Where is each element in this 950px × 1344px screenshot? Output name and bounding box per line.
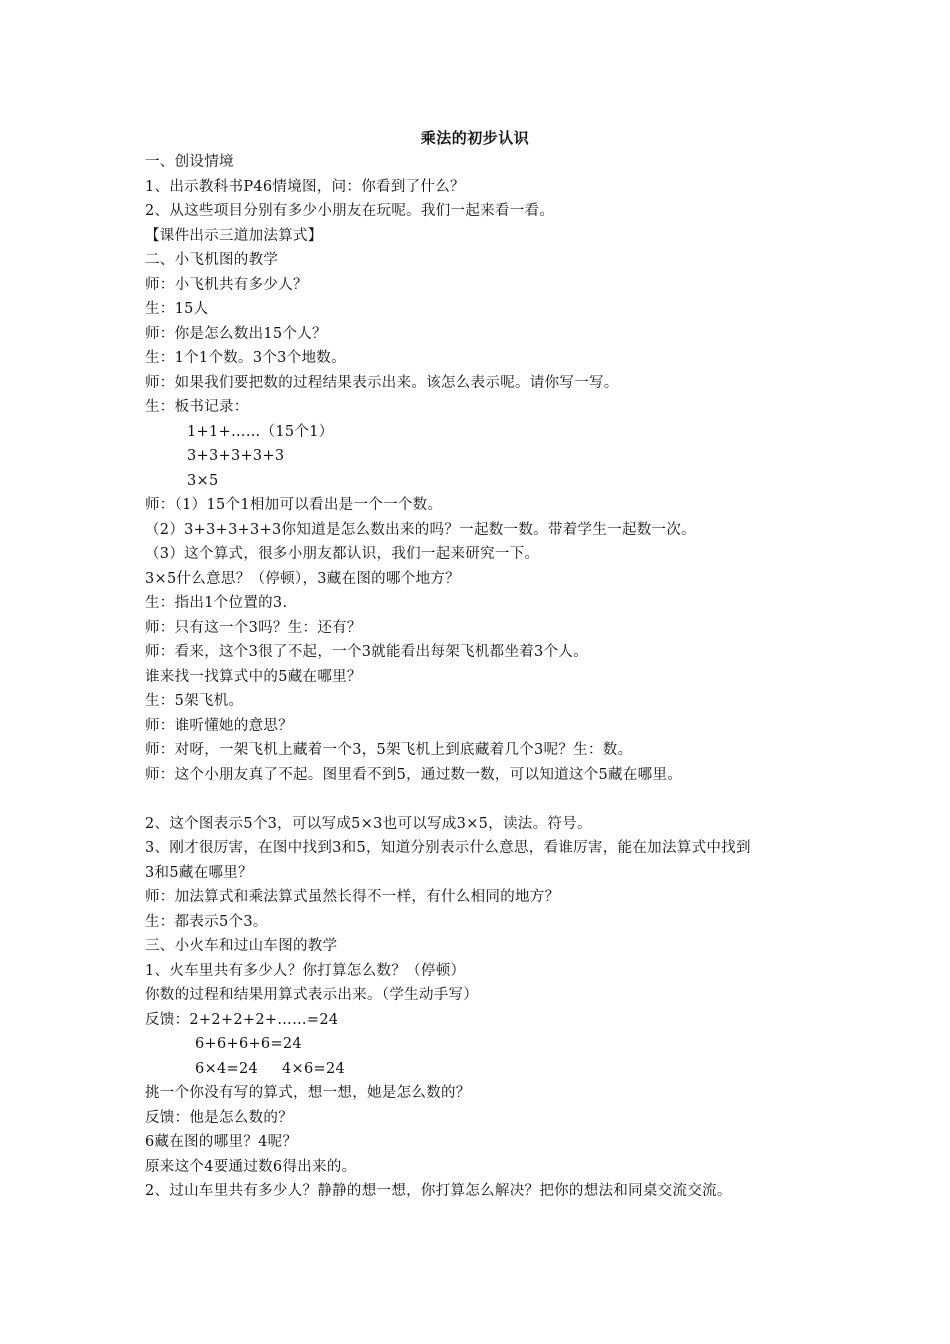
document-title: 乘法的初步认识: [420, 129, 530, 147]
text-line: 师：小飞机共有多少人？: [145, 276, 308, 293]
text-line: 2、从这些项目分别有多少小朋友在玩呢。我们一起来看一看。: [145, 203, 555, 219]
section-heading: 一、创设情境: [145, 154, 234, 170]
text-line: 2、这个图表示5个3，可以写成5×3也可以写成3×5，读法。符号。: [145, 815, 592, 832]
section-heading: 三、小火车和过山车图的教学: [145, 938, 338, 954]
text-line: 【课件出示三道加法算式】: [145, 227, 323, 244]
formula-line: 3×5: [187, 472, 219, 489]
text-line: 生：5架飞机。: [145, 693, 244, 709]
formula-line: 1+1+……（15个1）: [187, 423, 334, 440]
text-line: 生：15人: [145, 301, 209, 317]
text-line: 师：看来，这个3很了不起，一个3就能看出每架飞机都坐着3个人。: [145, 644, 588, 660]
formula-line: 3+3+3+3+3: [187, 448, 285, 464]
text-line: 生：都表示5个3。: [145, 913, 268, 930]
text-line: 反馈：2+2+2+2+……=24: [145, 1011, 339, 1028]
text-line: 师：这个小朋友真了不起。图里看不到5，通过数一数，可以知道这个5藏在哪里。: [145, 766, 683, 783]
text-line: 3×5什么意思？（停顿），3藏在图的哪个地方？: [145, 570, 460, 587]
text-line: 你数的过程和结果用算式表示出来。（学生动手写）: [145, 987, 479, 1003]
section-heading: 二、小飞机图的教学: [145, 252, 279, 268]
formula-item: 6×4=24: [195, 1060, 259, 1077]
text-line: 2、过山车里共有多少人？静静的想一想，你打算怎么解决？把你的想法和同桌交流交流。: [145, 1183, 732, 1199]
text-line: 反馈：他是怎么数的？: [145, 1109, 293, 1126]
text-line: 师：加法算式和乘法算式虽然长得不一样，有什么相同的地方？: [145, 889, 560, 905]
text-line: 师：你是怎么数出15个人？: [145, 325, 327, 342]
text-line: （2）3+3+3+3+3你知道是怎么数出来的吗？一起数一数。带着学生一起数一次。: [145, 521, 696, 538]
formula-line: [145, 1057, 835, 1082]
text-line: 师：只有这一个3吗？生：还有？: [145, 619, 362, 636]
text-line: 谁来找一找算式中的5藏在哪里？: [145, 668, 362, 685]
document-body: [145, 150, 835, 1204]
text-line: 1、出示教科书P46情境图，问：你看到了什么？: [145, 178, 465, 195]
text-line: 师：谁听懂她的意思？: [145, 717, 293, 734]
text-line: 生：板书记录：: [145, 399, 249, 415]
text-line: （3）这个算式，很多小朋友都认识，我们一起来研究一下。: [145, 546, 540, 562]
text-line: 原来这个4要通过数6得出来的。: [145, 1158, 357, 1175]
formula-line: 6+6+6+6=24: [195, 1036, 302, 1052]
text-line: 1、火车里共有多少人？你打算怎么数？（停顿）: [145, 962, 466, 979]
text-line: 挑一个你没有写的算式，想一想，她是怎么数的？: [145, 1085, 471, 1101]
text-line: 师：（1）15个1相加可以看出是一个一个数。: [145, 497, 443, 513]
formula-item: 4×6=24: [282, 1060, 346, 1077]
text-line: 师：对呀，一架飞机上藏着一个3，5架飞机上到底藏着几个3呢？生：数。: [145, 742, 633, 758]
text-line: 生：指出1个位置的3.: [145, 595, 288, 611]
text-line: 6藏在图的哪里？4呢？: [145, 1134, 298, 1150]
blank-line: [145, 787, 835, 812]
text-line: 生：1个1个数。3个3个地数。: [145, 350, 346, 366]
text-line: 师：如果我们要把数的过程结果表示出来。该怎么表示呢。请你写一写。: [145, 374, 619, 391]
text-line: 3、刚才很厉害，在图中找到3和5，知道分别表示什么意思，看谁厉害，能在加法算式中找到: [145, 840, 751, 856]
text-line: 3和5藏在哪里？: [145, 864, 253, 881]
